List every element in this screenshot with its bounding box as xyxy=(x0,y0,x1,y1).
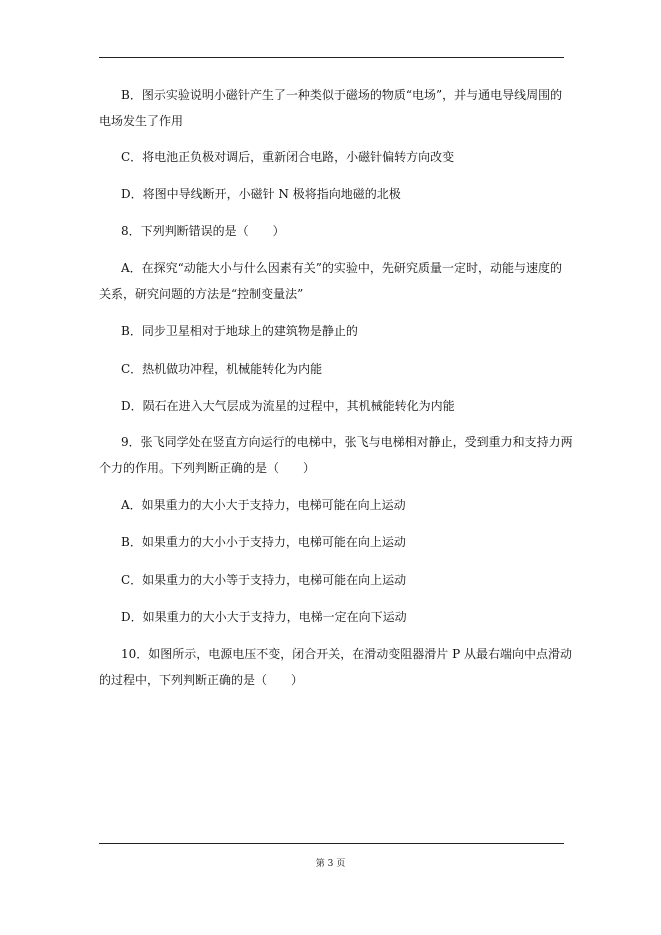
question-8: 8．下列判断错误的是（ ） xyxy=(121,224,285,238)
question-10-line2: 的过程中，下列判断正确的是（ ） xyxy=(99,673,304,687)
option-7b-line2: 电场发生了作用 xyxy=(99,114,184,128)
option-9d: D．如果重力的大小大于支持力，电梯一定在向下运动 xyxy=(121,610,407,624)
page-number: 第 3 页 xyxy=(315,859,346,869)
option-8c: C．热机做功冲程，机械能转化为内能 xyxy=(121,362,323,376)
option-8a-line2: 关系，研究问题的方法是“控制变量法” xyxy=(99,287,304,301)
question-9-line2: 个力的作用。下列判断正确的是（ ） xyxy=(99,461,316,475)
question-9-line1: 9．张飞同学处在竖直方向运行的电梯中，张飞与电梯相对静止，受到重力和支持力两 xyxy=(121,435,573,449)
option-9c: C．如果重力的大小等于支持力，电梯可能在向上运动 xyxy=(121,573,407,587)
option-9b: B．如果重力的大小小于支持力，电梯可能在向上运动 xyxy=(121,535,406,549)
option-9a: A．如果重力的大小大于支持力，电梯可能在向上运动 xyxy=(121,498,406,512)
option-7c: C．将电池正负极对调后，重新闭合电路，小磁针偏转方向改变 xyxy=(121,150,455,164)
option-7b-line1: B．图示实验说明小磁针产生了一种类似于磁场的物质“电场”，并与通电导线周围的 xyxy=(121,88,563,102)
footer-rule xyxy=(99,843,564,844)
option-8b: B．同步卫星相对于地球上的建筑物是静止的 xyxy=(121,324,358,338)
option-8a-line1: A．在探究“动能大小与什么因素有关”的实验中，先研究质量一定时，动能与速度的 xyxy=(121,261,562,275)
question-10-line1: 10．如图所示，电源电压不变，闭合开关，在滑动变阻器滑片 P 从最右端向中点滑动 xyxy=(121,647,572,661)
option-7d: D．将图中导线断开，小磁针 N 极将指向地磁的北极 xyxy=(121,187,401,201)
header-rule xyxy=(99,57,564,58)
option-8d: D．陨石在进入大气层成为流星的过程中，其机械能转化为内能 xyxy=(121,399,455,413)
